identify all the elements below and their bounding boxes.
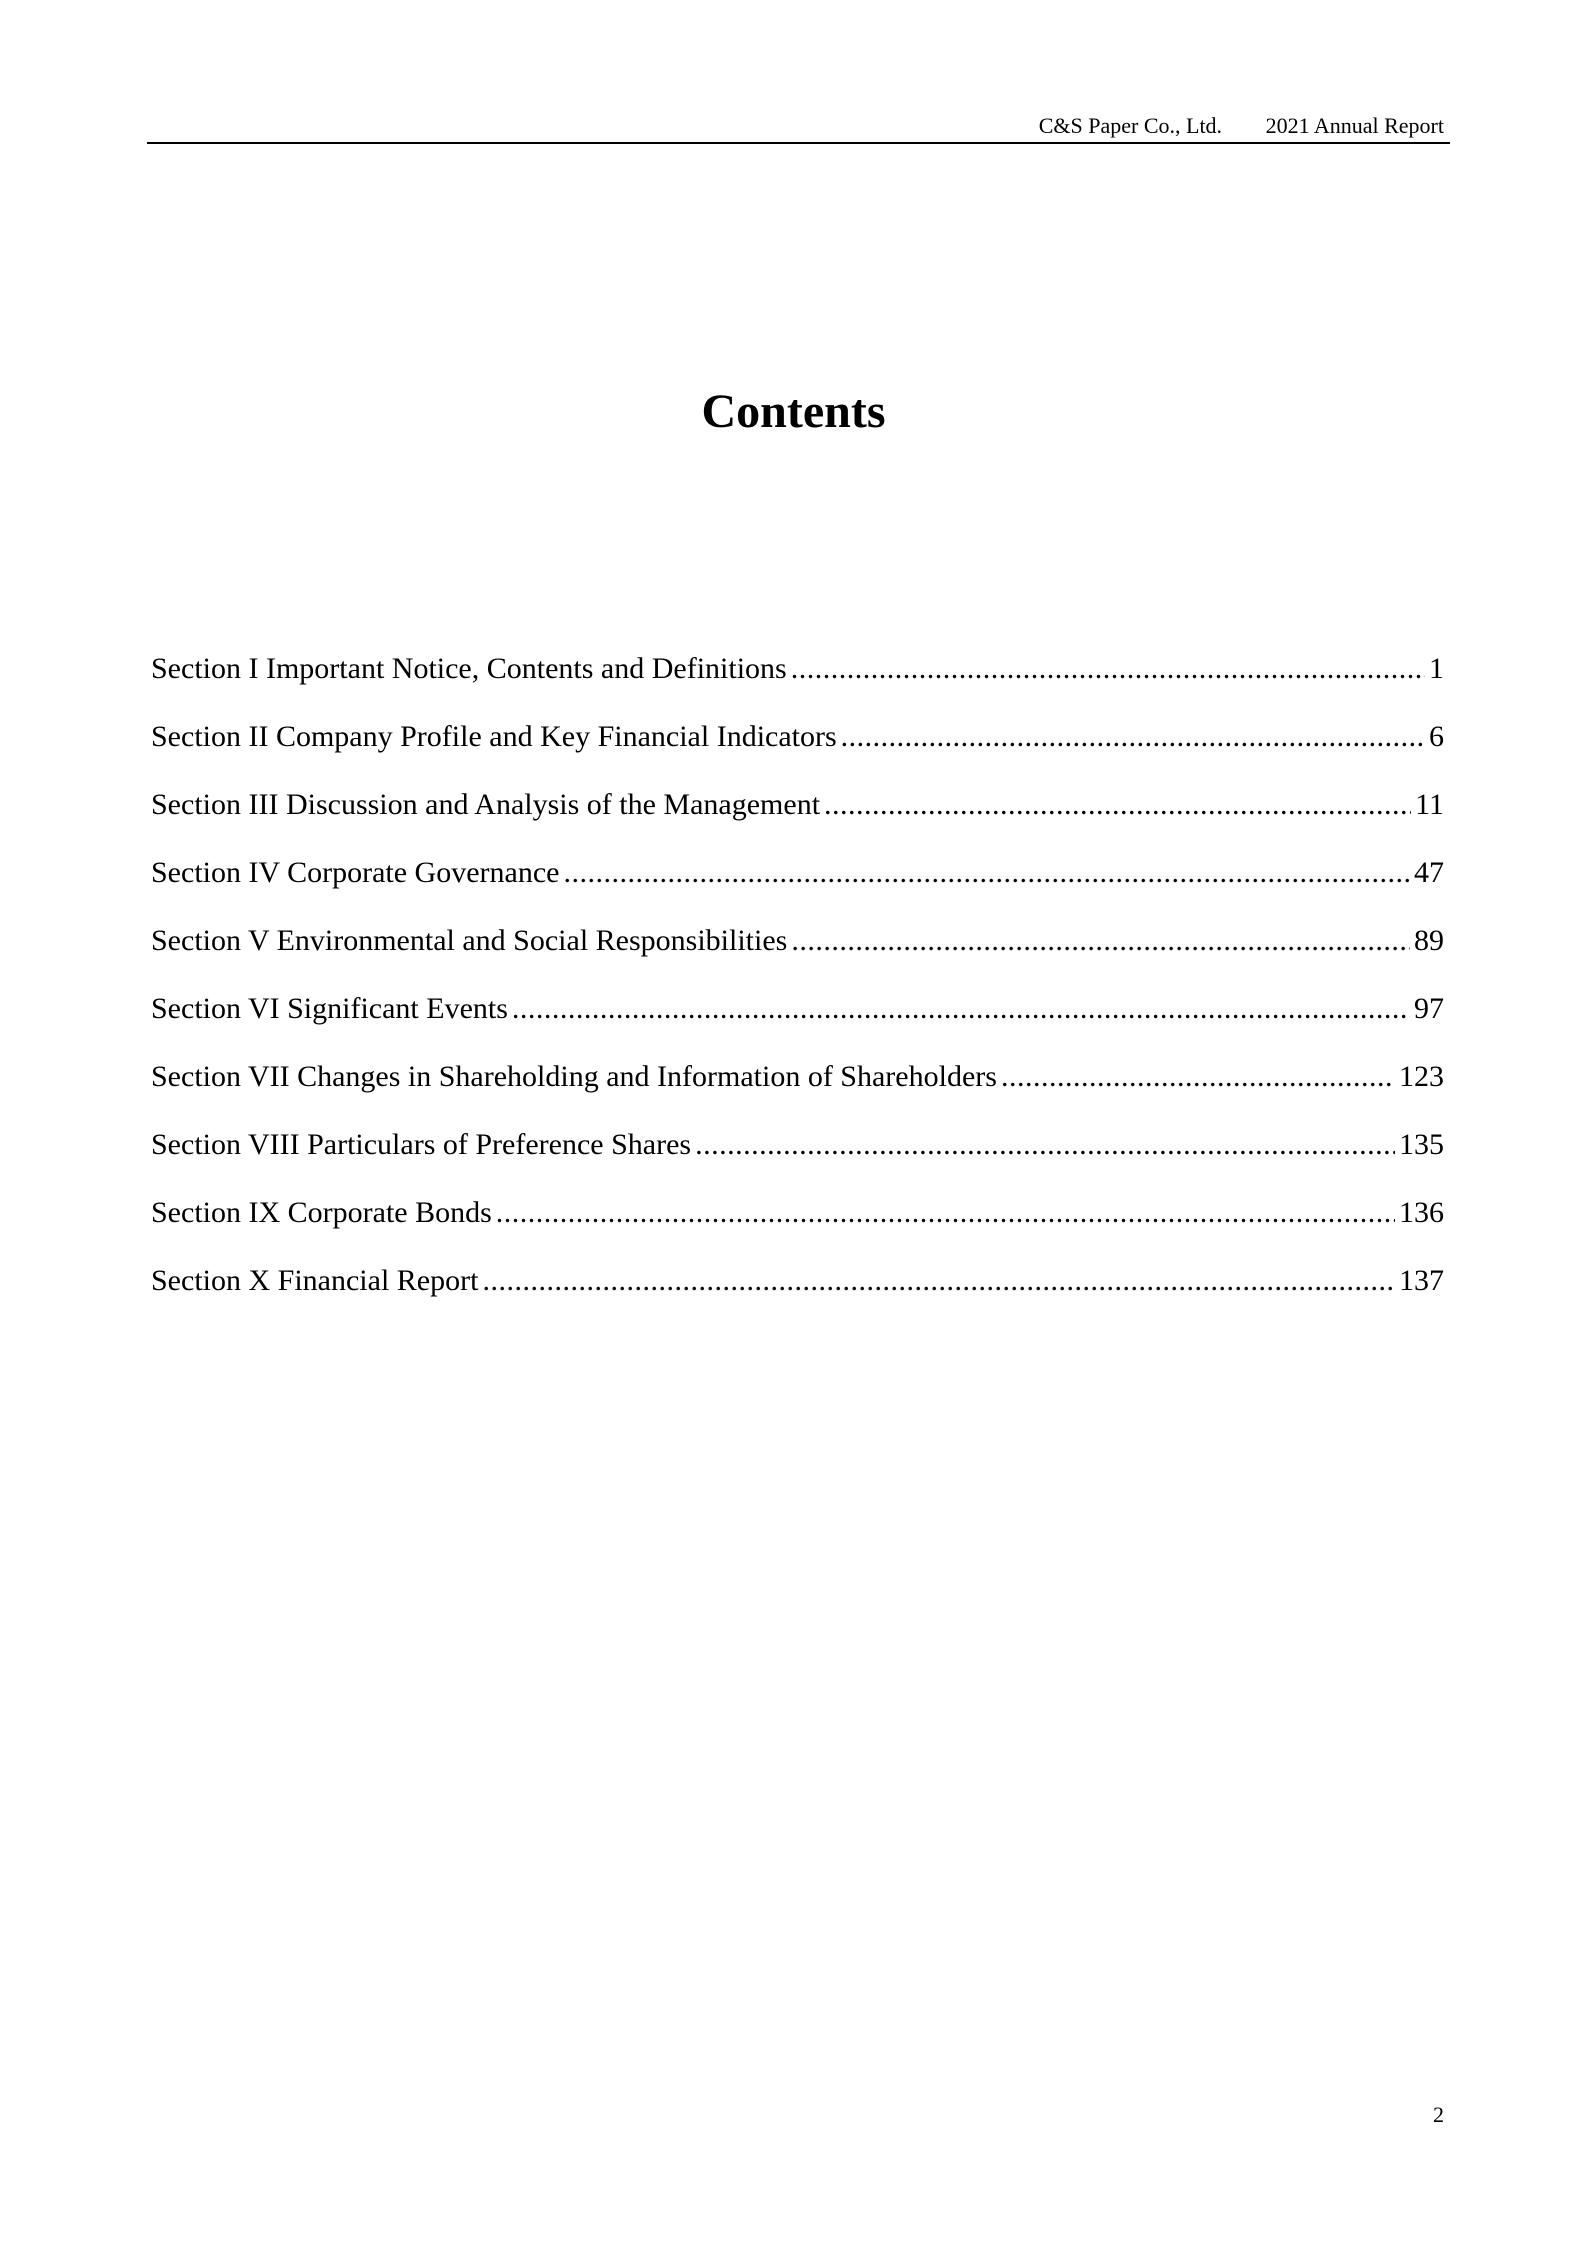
toc-label: Section VII Changes in Shareholding and Information of Shareholders bbox=[151, 1060, 997, 1093]
page-header bbox=[147, 108, 1450, 144]
toc-label: Section IV Corporate Governance bbox=[151, 856, 560, 889]
table-of-contents bbox=[151, 649, 1444, 1329]
toc-page-number: 135 bbox=[1399, 1128, 1444, 1161]
toc-page-number: 11 bbox=[1415, 788, 1444, 821]
toc-page-number: 97 bbox=[1414, 992, 1444, 1025]
toc-page-number: 47 bbox=[1414, 856, 1444, 889]
toc-page-number: 89 bbox=[1414, 924, 1444, 957]
toc-label: Section X Financial Report bbox=[151, 1264, 479, 1297]
dot-leader bbox=[791, 921, 1410, 961]
toc-item-section-8[interactable] bbox=[151, 1125, 1444, 1193]
toc-item-section-7[interactable] bbox=[151, 1057, 1444, 1125]
dot-leader bbox=[512, 989, 1410, 1029]
toc-item-section-6[interactable] bbox=[151, 989, 1444, 1057]
toc-label: Section VIII Particulars of Preference Shares bbox=[151, 1128, 692, 1161]
dot-leader bbox=[563, 853, 1410, 893]
dot-leader bbox=[791, 649, 1425, 689]
toc-label: Section III Discussion and Analysis of the Management bbox=[151, 788, 821, 821]
header-report-title: 2021 Annual Report bbox=[1265, 113, 1444, 138]
toc-page-number: 137 bbox=[1399, 1264, 1444, 1297]
dot-leader bbox=[496, 1193, 1395, 1233]
toc-item-section-9[interactable] bbox=[151, 1193, 1444, 1261]
toc-label: Section VI Significant Events bbox=[151, 992, 508, 1025]
dot-leader bbox=[695, 1125, 1395, 1165]
toc-item-section-4[interactable] bbox=[151, 853, 1444, 921]
toc-label: Section II Company Profile and Key Financial Indicators bbox=[151, 720, 837, 753]
toc-label: Section I Important Notice, Contents and Definitions bbox=[151, 652, 787, 685]
toc-item-section-10[interactable] bbox=[151, 1261, 1444, 1329]
dot-leader bbox=[824, 785, 1411, 825]
dot-leader bbox=[841, 717, 1425, 757]
dot-leader bbox=[1001, 1057, 1395, 1097]
header-company: C&S Paper Co., Ltd. bbox=[1038, 113, 1223, 138]
toc-item-section-1[interactable] bbox=[151, 649, 1444, 717]
page-number: 2 bbox=[1433, 2102, 1444, 2127]
toc-label: Section V Environmental and Social Responsibilities bbox=[151, 924, 788, 957]
toc-item-section-5[interactable] bbox=[151, 921, 1444, 989]
toc-label: Section IX Corporate Bonds bbox=[151, 1196, 492, 1229]
toc-page-number: 1 bbox=[1429, 652, 1444, 685]
toc-page-number: 136 bbox=[1399, 1196, 1444, 1229]
toc-item-section-3[interactable] bbox=[151, 785, 1444, 853]
dot-leader bbox=[482, 1261, 1395, 1301]
toc-item-section-2[interactable] bbox=[151, 717, 1444, 785]
header-text bbox=[1039, 112, 1444, 140]
toc-page-number: 6 bbox=[1429, 720, 1444, 753]
page-title: Contents bbox=[701, 385, 886, 438]
toc-page-number: 123 bbox=[1399, 1060, 1444, 1093]
